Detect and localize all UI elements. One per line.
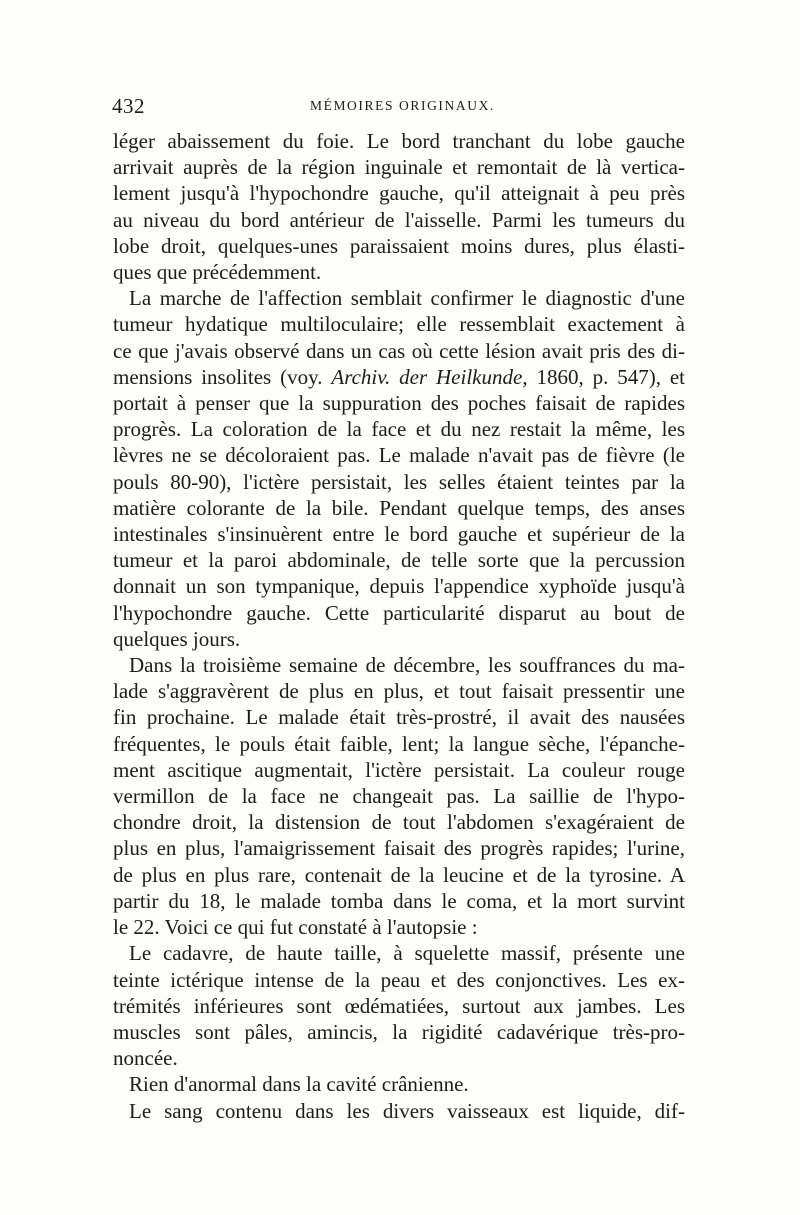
text-line: Le sang contenu dans les divers vaisseaux est liquide, dif-: [129, 1098, 685, 1123]
text-line: intestinales s'insinuèrent entre le bord gauche et supérieur de la: [113, 522, 685, 547]
page-header: [112, 94, 684, 118]
text-line: vermillon de la face ne changeait pas. La saillie de l'hypo-: [113, 784, 685, 809]
text-line: Rien d'anormal dans la cavité crânienne.: [129, 1072, 469, 1097]
text-line: ques que précédemment.: [113, 260, 322, 285]
paragraph-6: [113, 1098, 685, 1124]
text-line: matière colorante de la bile. Pendant quelque temps, des anses: [113, 495, 685, 520]
page-number: 432: [112, 94, 145, 118]
running-head: MÉMOIRES ORIGINAUX.: [310, 98, 495, 113]
text-line: portait à penser que la suppuration des poches faisait de rapides: [113, 391, 685, 416]
text-line: l'hypochondre gauche. Cette particularité disparut au bout de: [113, 600, 685, 625]
text-line: trémités inférieures sont œdématiées, surtout aux jambes. Les: [113, 993, 685, 1018]
text-line: ce que j'avais observé dans un cas où cette lésion avait pris des di-: [113, 338, 685, 363]
text-line: ment ascitique augmentait, l'ictère persistait. La couleur rouge: [113, 757, 685, 782]
text-line: progrès. La coloration de la face et du nez restait la même, les: [113, 417, 685, 442]
paragraph-4: [113, 940, 685, 1071]
paragraph-1: [113, 128, 685, 285]
text-line: donnait un son tympanique, depuis l'appendice xyphoïde jusqu'à: [113, 574, 685, 599]
text-line: arrivait auprès de la région inguinale et remontait de là vertica-: [113, 155, 685, 180]
text-line: de plus en plus rare, contenait de la leucine et de la tyrosine. A: [113, 862, 685, 887]
text-line: lade s'aggravèrent de plus en plus, et tout faisait pressentir une: [113, 679, 685, 704]
text-line: lèvres ne se décoloraient pas. Le malade n'avait pas de fièvre (le: [113, 443, 685, 468]
text-line: chondre droit, la distension de tout l'abdomen s'exagéraient de: [113, 810, 685, 835]
text-line: La marche de l'affection semblait confirmer le diagnostic d'une: [129, 286, 685, 311]
text-line: Dans la troisième semaine de décembre, les souffrances du ma-: [129, 653, 685, 678]
paragraph-3: [113, 652, 685, 940]
text-line: mensions insolites (voy. Archiv. der Heilkunde, 1860, p. 547), et: [113, 364, 686, 389]
body-text: [113, 128, 685, 1124]
text-line: au niveau du bord antérieur de l'aisselle. Parmi les tumeurs du: [113, 207, 685, 232]
text-line: muscles sont pâles, amincis, la rigidité cadavérique très-pro-: [113, 1019, 685, 1044]
text-line: Le cadavre, de haute taille, à squelette massif, présente une: [129, 941, 685, 966]
text-line: fin prochaine. Le malade était très-prostré, il avait des nausées: [113, 705, 685, 730]
text-line: le 22. Voici ce qui fut constaté à l'autopsie :: [113, 915, 478, 940]
text-line: noncée.: [113, 1046, 178, 1071]
text-line: pouls 80-90), l'ictère persistait, les selles étaient teintes par la: [113, 469, 685, 494]
text-line: teinte ictérique intense de la peau et des conjonctives. Les ex-: [113, 967, 685, 992]
text-line: tumeur et la paroi abdominale, de telle sorte que la percussion: [113, 548, 685, 573]
text-line: lobe droit, quelques-unes paraissaient moins dures, plus élasti-: [113, 233, 685, 258]
text-line: partir du 18, le malade tomba dans le coma, et la mort survint: [113, 888, 685, 913]
text-line: quelques jours.: [113, 626, 241, 651]
paragraph-2: [113, 285, 685, 652]
text-line: léger abaissement du foie. Le bord tranchant du lobe gauche: [113, 129, 685, 153]
text-line: tumeur hydatique multiloculaire; elle ressemblait exactement à: [113, 312, 685, 337]
text-line: plus en plus, l'amaigrissement faisait des progrès rapides; l'urine,: [113, 836, 685, 861]
text-line: lement jusqu'à l'hypochondre gauche, qu'il atteignait à peu près: [113, 181, 685, 206]
paragraph-5: [113, 1071, 685, 1097]
text-line: fréquentes, le pouls était faible, lent; la langue sèche, l'épanche-: [113, 731, 685, 756]
